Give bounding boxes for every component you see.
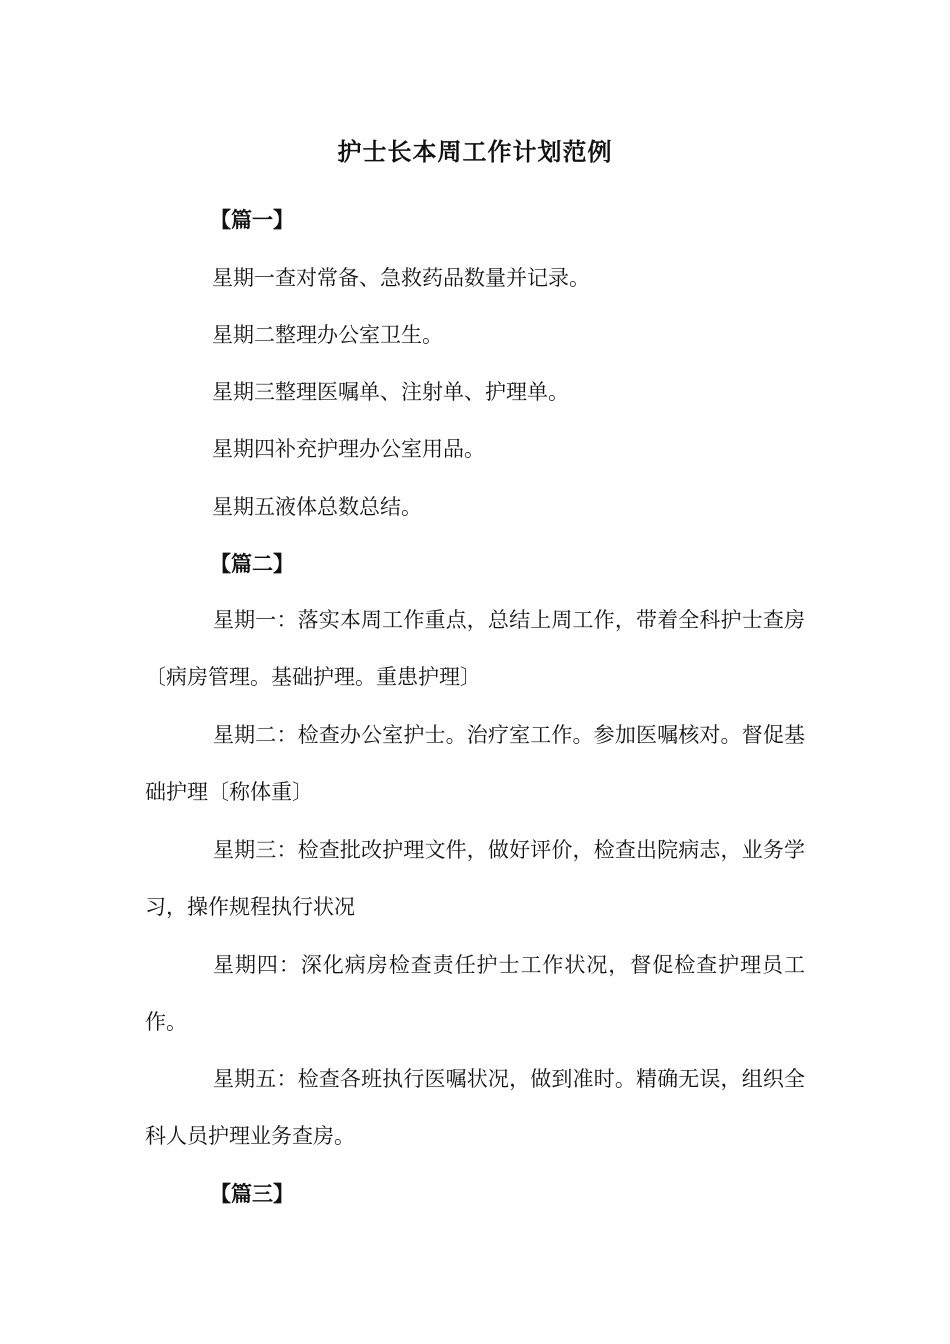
plan-paragraph: 星期四：深化病房检查责任护士工作状况，督促检查护理员工作。: [145, 953, 805, 1034]
plan-paragraph: 星期三：检查批改护理文件，做好评价，检查出院病志，业务学习，操作规程执行状况: [145, 838, 805, 919]
plan-item: 星期四补充护理办公室用品。: [212, 437, 485, 461]
section-heading-3: 【篇三】: [210, 1181, 294, 1206]
plan-item: 星期五液体总数总结。: [212, 495, 422, 519]
section-heading-1: 【篇一】: [210, 207, 294, 232]
plan-paragraph: 星期二：检查办公室护士。治疗室工作。参加医嘱核对。督促基础护理〔称体重〕: [145, 723, 805, 804]
plan-item: 星期三整理医嘱单、注射单、护理单。: [212, 380, 569, 404]
plan-paragraph: 星期五：检查各班执行医嘱状况，做到准时。精确无误，组织全科人员护理业务查房。: [145, 1067, 805, 1148]
section-heading-2: 【篇二】: [210, 551, 294, 576]
plan-item: 星期一查对常备、急救药品数量并记录。: [212, 266, 590, 290]
plan-item: 星期二整理办公室卫生。: [212, 323, 443, 347]
document-title: 护士长本周工作计划范例: [337, 137, 613, 166]
plan-paragraph: 星期一：落实本周工作重点，总结上周工作，带着全科护士查房〔病房管理。基础护理。重患护理〕: [145, 608, 805, 689]
